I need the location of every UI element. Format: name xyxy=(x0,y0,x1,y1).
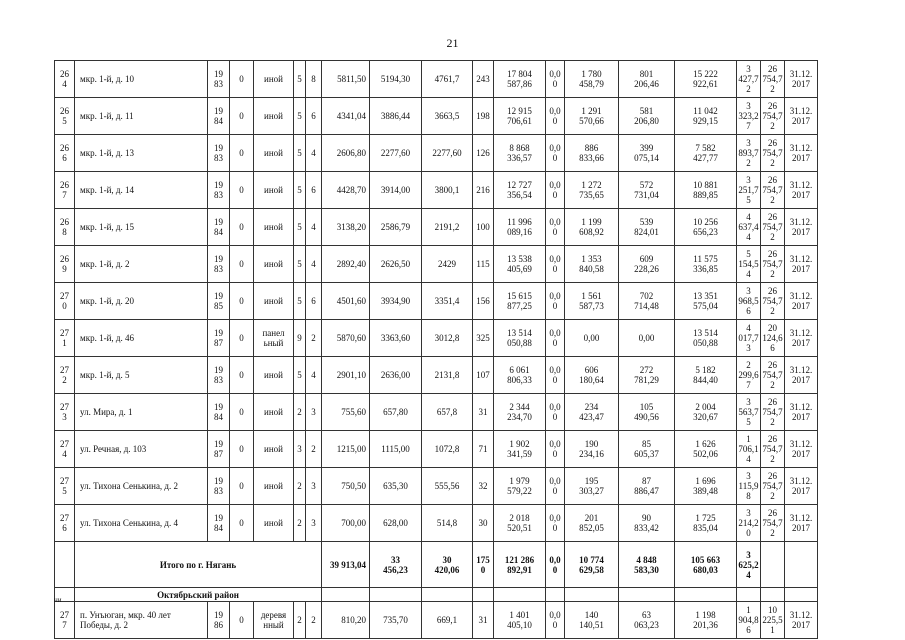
residents-cell: 325 xyxy=(473,320,494,357)
area-2-cell: 3363,60 xyxy=(370,320,422,357)
floors-cell: 5 xyxy=(294,172,306,209)
footer-mark: ни xyxy=(54,596,62,604)
table-row xyxy=(55,357,818,394)
total-rate: 3 625,2 4 xyxy=(737,542,761,588)
row-number-cell: 26 5 xyxy=(55,98,75,135)
cost-5-cell: 11 575 336,85 xyxy=(675,246,737,283)
unit-cost-cell: 1 706,1 4 xyxy=(737,431,761,468)
floors-cell: 5 xyxy=(294,98,306,135)
wall-material-cell: иной xyxy=(254,61,294,98)
wall-material-cell: иной xyxy=(254,283,294,320)
max-unit-cost-cell: 26 754,7 2 xyxy=(761,283,785,320)
area-3-cell: 4761,7 xyxy=(422,61,473,98)
address-cell: мкр. 1-й, д. 5 xyxy=(75,357,208,394)
cost-3-cell: 1 291 570,66 xyxy=(565,98,619,135)
total-area-cell: 2901,10 xyxy=(322,357,370,394)
area-3-cell: 3351,4 xyxy=(422,283,473,320)
total-area-1: 39 913,04 xyxy=(322,542,370,588)
deadline-date-cell: 31.12. 2017 xyxy=(785,431,818,468)
cost-4-cell: 0,00 xyxy=(619,320,675,357)
total-cost-4: 4 848 583,30 xyxy=(619,542,675,588)
wall-material-cell: иной xyxy=(254,172,294,209)
entrances-cell: 3 xyxy=(306,468,322,505)
deadline-date-cell: 31.12. 2017 xyxy=(785,172,818,209)
unit-cost-cell: 3 115,9 8 xyxy=(737,468,761,505)
total-area-2: 33 456,23 xyxy=(370,542,422,588)
address-cell: мкр. 1-й, д. 10 xyxy=(75,61,208,98)
area-3-cell: 3800,1 xyxy=(422,172,473,209)
address-cell: ул. Мира, д. 1 xyxy=(75,394,208,431)
build-year-cell: 19 84 xyxy=(208,394,230,431)
zero-value-cell: 0 xyxy=(230,602,254,639)
cost-4-cell: 581 206,80 xyxy=(619,98,675,135)
max-unit-cost-cell: 26 754,7 2 xyxy=(761,135,785,172)
total-area-cell: 4341,04 xyxy=(322,98,370,135)
area-3-cell: 1072,8 xyxy=(422,431,473,468)
max-unit-cost-cell: 26 754,7 2 xyxy=(761,209,785,246)
floors-cell: 5 xyxy=(294,357,306,394)
area-3-cell: 2191,2 xyxy=(422,209,473,246)
build-year-cell: 19 84 xyxy=(208,209,230,246)
build-year-cell: 19 83 xyxy=(208,468,230,505)
cost-fund-cell: 0,0 0 xyxy=(546,505,565,542)
total-persons: 175 0 xyxy=(473,542,494,588)
residents-cell: 32 xyxy=(473,468,494,505)
table-row xyxy=(55,61,818,98)
cost-fund-cell: 0,0 0 xyxy=(546,246,565,283)
row-number-cell: 27 5 xyxy=(55,468,75,505)
zero-value-cell: 0 xyxy=(230,135,254,172)
wall-material-cell: иной xyxy=(254,98,294,135)
wall-material-cell: иной xyxy=(254,246,294,283)
row-number-cell: 27 1 xyxy=(55,320,75,357)
total-area-cell: 750,50 xyxy=(322,468,370,505)
cost-fund-cell: 0,0 0 xyxy=(546,98,565,135)
unit-cost-cell: 2 299,6 7 xyxy=(737,357,761,394)
area-2-cell: 2636,00 xyxy=(370,357,422,394)
floors-cell: 9 xyxy=(294,320,306,357)
cost-total-cell: 17 804 587,86 xyxy=(494,61,546,98)
cost-fund-cell: 0,0 0 xyxy=(546,320,565,357)
unit-cost-cell: 3 893,7 2 xyxy=(737,135,761,172)
max-unit-cost-cell: 10 225,5 1 xyxy=(761,602,785,639)
cost-4-cell: 702 714,48 xyxy=(619,283,675,320)
zero-value-cell: 0 xyxy=(230,468,254,505)
cost-3-cell: 606 180,64 xyxy=(565,357,619,394)
total-area-cell: 4501,60 xyxy=(322,283,370,320)
cost-3-cell: 0,00 xyxy=(565,320,619,357)
deadline-date-cell: 31.12. 2017 xyxy=(785,283,818,320)
max-unit-cost-cell: 26 754,7 2 xyxy=(761,357,785,394)
cost-5-cell: 13 351 575,04 xyxy=(675,283,737,320)
address-cell: мкр. 1-й, д. 15 xyxy=(75,209,208,246)
total-area-cell: 2892,40 xyxy=(322,246,370,283)
wall-material-cell: панел ьный xyxy=(254,320,294,357)
cost-fund-cell: 0,0 0 xyxy=(546,283,565,320)
deadline-date-cell: 31.12. 2017 xyxy=(785,468,818,505)
address-cell: мкр. 1-й, д. 11 xyxy=(75,98,208,135)
cost-3-cell: 234 423,47 xyxy=(565,394,619,431)
total-cost-5: 105 663 680,03 xyxy=(675,542,737,588)
build-year-cell: 19 84 xyxy=(208,505,230,542)
residents-cell: 107 xyxy=(473,357,494,394)
address-cell: мкр. 1-й, д. 13 xyxy=(75,135,208,172)
entrances-cell: 6 xyxy=(306,172,322,209)
zero-value-cell: 0 xyxy=(230,394,254,431)
row-number-cell: 27 0 xyxy=(55,283,75,320)
build-year-cell: 19 87 xyxy=(208,431,230,468)
cost-total-cell: 1 979 579,22 xyxy=(494,468,546,505)
area-2-cell: 2626,50 xyxy=(370,246,422,283)
cost-5-cell: 5 182 844,40 xyxy=(675,357,737,394)
entrances-cell: 8 xyxy=(306,61,322,98)
unit-cost-cell: 3 251,7 5 xyxy=(737,172,761,209)
deadline-date-cell: 31.12. 2017 xyxy=(785,357,818,394)
housing-register-table xyxy=(54,60,818,639)
wall-material-cell: иной xyxy=(254,394,294,431)
row-number-cell: 27 7 xyxy=(55,602,75,639)
build-year-cell: 19 83 xyxy=(208,61,230,98)
residents-cell: 243 xyxy=(473,61,494,98)
deadline-date-cell: 31.12. 2017 xyxy=(785,209,818,246)
total-cost-2: 0,0 0 xyxy=(546,542,565,588)
deadline-date-cell: 31.12. 2017 xyxy=(785,98,818,135)
entrances-cell: 4 xyxy=(306,357,322,394)
cost-3-cell: 1 561 587,73 xyxy=(565,283,619,320)
address-cell: мкр. 1-й, д. 46 xyxy=(75,320,208,357)
floors-cell: 2 xyxy=(294,602,306,639)
area-3-cell: 3012,8 xyxy=(422,320,473,357)
address-cell: п. Унъюган, мкр. 40 лет Победы, д. 2 xyxy=(75,602,208,639)
wall-material-cell: иной xyxy=(254,209,294,246)
cost-3-cell: 190 234,16 xyxy=(565,431,619,468)
zero-value-cell: 0 xyxy=(230,283,254,320)
unit-cost-cell: 3 427,7 2 xyxy=(737,61,761,98)
unit-cost-cell: 4 017,7 3 xyxy=(737,320,761,357)
cost-total-cell: 11 996 089,16 xyxy=(494,209,546,246)
residents-cell: 31 xyxy=(473,602,494,639)
table-row xyxy=(55,283,818,320)
zero-value-cell: 0 xyxy=(230,246,254,283)
total-area-cell: 3138,20 xyxy=(322,209,370,246)
cost-5-cell: 7 582 427,77 xyxy=(675,135,737,172)
cost-5-cell: 1 626 502,06 xyxy=(675,431,737,468)
row-number-cell: 26 9 xyxy=(55,246,75,283)
unit-cost-cell: 4 637,4 4 xyxy=(737,209,761,246)
table-body xyxy=(55,61,818,639)
row-number-cell: 26 4 xyxy=(55,61,75,98)
cost-3-cell: 195 303,27 xyxy=(565,468,619,505)
table-row xyxy=(55,505,818,542)
deadline-date-cell: 31.12. 2017 xyxy=(785,61,818,98)
cost-fund-cell: 0,0 0 xyxy=(546,209,565,246)
total-cost: 121 286 892,91 xyxy=(494,542,546,588)
residents-cell: 156 xyxy=(473,283,494,320)
area-2-cell: 2277,60 xyxy=(370,135,422,172)
area-3-cell: 3663,5 xyxy=(422,98,473,135)
total-area-cell: 810,20 xyxy=(322,602,370,639)
total-cost-3: 10 774 629,58 xyxy=(565,542,619,588)
total-area-cell: 5811,50 xyxy=(322,61,370,98)
residents-cell: 115 xyxy=(473,246,494,283)
cost-3-cell: 140 140,51 xyxy=(565,602,619,639)
cost-total-cell: 6 061 806,33 xyxy=(494,357,546,394)
cost-3-cell: 1 272 735,65 xyxy=(565,172,619,209)
deadline-date-cell: 31.12. 2017 xyxy=(785,602,818,639)
total-area-cell: 4428,70 xyxy=(322,172,370,209)
cost-total-cell: 12 915 706,61 xyxy=(494,98,546,135)
entrances-cell: 4 xyxy=(306,246,322,283)
area-2-cell: 628,00 xyxy=(370,505,422,542)
entrances-cell: 3 xyxy=(306,505,322,542)
row-number-cell: 26 7 xyxy=(55,172,75,209)
row-number-cell: 27 3 xyxy=(55,394,75,431)
cost-4-cell: 87 886,47 xyxy=(619,468,675,505)
cost-5-cell: 10 256 656,23 xyxy=(675,209,737,246)
cost-5-cell: 1 725 835,04 xyxy=(675,505,737,542)
area-2-cell: 2586,79 xyxy=(370,209,422,246)
cost-total-cell: 13 514 050,88 xyxy=(494,320,546,357)
area-3-cell: 555,56 xyxy=(422,468,473,505)
cost-5-cell: 10 881 889,85 xyxy=(675,172,737,209)
entrances-cell: 2 xyxy=(306,320,322,357)
table-row xyxy=(55,172,818,209)
wall-material-cell: иной xyxy=(254,505,294,542)
area-3-cell: 514,8 xyxy=(422,505,473,542)
cost-total-cell: 2 018 520,51 xyxy=(494,505,546,542)
floors-cell: 5 xyxy=(294,283,306,320)
build-year-cell: 19 83 xyxy=(208,357,230,394)
area-2-cell: 3886,44 xyxy=(370,98,422,135)
wall-material-cell: иной xyxy=(254,431,294,468)
build-year-cell: 19 84 xyxy=(208,98,230,135)
district-header: Октябрьский район xyxy=(75,588,322,602)
table-row xyxy=(55,135,818,172)
cost-4-cell: 90 833,42 xyxy=(619,505,675,542)
zero-value-cell: 0 xyxy=(230,61,254,98)
area-2-cell: 635,30 xyxy=(370,468,422,505)
entrances-cell: 4 xyxy=(306,209,322,246)
cost-fund-cell: 0,0 0 xyxy=(546,468,565,505)
max-unit-cost-cell: 26 754,7 2 xyxy=(761,61,785,98)
cost-4-cell: 609 228,26 xyxy=(619,246,675,283)
cost-5-cell: 13 514 050,88 xyxy=(675,320,737,357)
address-cell: ул. Тихона Сенькина, д. 4 xyxy=(75,505,208,542)
unit-cost-cell: 3 563,7 5 xyxy=(737,394,761,431)
build-year-cell: 19 83 xyxy=(208,172,230,209)
cost-4-cell: 801 206,46 xyxy=(619,61,675,98)
max-unit-cost-cell: 26 754,7 2 xyxy=(761,246,785,283)
wall-material-cell: иной xyxy=(254,468,294,505)
area-2-cell: 657,80 xyxy=(370,394,422,431)
address-cell: ул. Речная, д. 103 xyxy=(75,431,208,468)
entrances-cell: 6 xyxy=(306,283,322,320)
build-year-cell: 19 83 xyxy=(208,246,230,283)
row-number-cell: 26 8 xyxy=(55,209,75,246)
row-number-cell: 26 6 xyxy=(55,135,75,172)
cost-total-cell: 1 401 405,10 xyxy=(494,602,546,639)
area-2-cell: 735,70 xyxy=(370,602,422,639)
row-number-cell: 27 2 xyxy=(55,357,75,394)
cost-5-cell: 11 042 929,15 xyxy=(675,98,737,135)
floors-cell: 5 xyxy=(294,61,306,98)
entrances-cell: 2 xyxy=(306,431,322,468)
district-header-row xyxy=(55,588,818,602)
floors-cell: 3 xyxy=(294,431,306,468)
cost-3-cell: 1 780 458,79 xyxy=(565,61,619,98)
cost-fund-cell: 0,0 0 xyxy=(546,172,565,209)
deadline-date-cell: 31.12. 2017 xyxy=(785,320,818,357)
row-number-cell: 27 6 xyxy=(55,505,75,542)
residents-cell: 100 xyxy=(473,209,494,246)
cost-4-cell: 85 605,37 xyxy=(619,431,675,468)
address-cell: мкр. 1-й, д. 2 xyxy=(75,246,208,283)
zero-value-cell: 0 xyxy=(230,209,254,246)
residents-cell: 216 xyxy=(473,172,494,209)
unit-cost-cell: 1 904,8 6 xyxy=(737,602,761,639)
cost-fund-cell: 0,0 0 xyxy=(546,602,565,639)
cost-5-cell: 15 222 922,61 xyxy=(675,61,737,98)
total-label: Итого по г. Нягань xyxy=(75,542,322,588)
build-year-cell: 19 86 xyxy=(208,602,230,639)
floors-cell: 5 xyxy=(294,209,306,246)
entrances-cell: 4 xyxy=(306,135,322,172)
address-cell: мкр. 1-й, д. 14 xyxy=(75,172,208,209)
build-year-cell: 19 87 xyxy=(208,320,230,357)
total-area-cell: 2606,80 xyxy=(322,135,370,172)
cost-4-cell: 272 781,29 xyxy=(619,357,675,394)
max-unit-cost-cell: 26 754,7 2 xyxy=(761,431,785,468)
cost-total-cell: 2 344 234,70 xyxy=(494,394,546,431)
cost-4-cell: 572 731,04 xyxy=(619,172,675,209)
address-cell: мкр. 1-й, д. 20 xyxy=(75,283,208,320)
cost-fund-cell: 0,0 0 xyxy=(546,431,565,468)
cost-fund-cell: 0,0 0 xyxy=(546,135,565,172)
cost-total-cell: 8 868 336,57 xyxy=(494,135,546,172)
table-row xyxy=(55,431,818,468)
cost-5-cell: 2 004 320,67 xyxy=(675,394,737,431)
area-3-cell: 669,1 xyxy=(422,602,473,639)
table-row xyxy=(55,246,818,283)
total-area-cell: 755,60 xyxy=(322,394,370,431)
page-number: 21 xyxy=(446,36,459,50)
floors-cell: 2 xyxy=(294,394,306,431)
cost-5-cell: 1 198 201,36 xyxy=(675,602,737,639)
zero-value-cell: 0 xyxy=(230,431,254,468)
cost-total-cell: 15 615 877,25 xyxy=(494,283,546,320)
floors-cell: 2 xyxy=(294,468,306,505)
cost-total-cell: 12 727 356,54 xyxy=(494,172,546,209)
build-year-cell: 19 83 xyxy=(208,135,230,172)
total-area-3: 30 420,06 xyxy=(422,542,473,588)
max-unit-cost-cell: 26 754,7 2 xyxy=(761,394,785,431)
total-area-cell: 700,00 xyxy=(322,505,370,542)
unit-cost-cell: 3 323,2 7 xyxy=(737,98,761,135)
floors-cell: 5 xyxy=(294,135,306,172)
wall-material-cell: деревя нный xyxy=(254,602,294,639)
table-row xyxy=(55,98,818,135)
cost-3-cell: 1 199 608,92 xyxy=(565,209,619,246)
cost-3-cell: 1 353 840,58 xyxy=(565,246,619,283)
zero-value-cell: 0 xyxy=(230,98,254,135)
deadline-date-cell: 31.12. 2017 xyxy=(785,505,818,542)
cost-4-cell: 105 490,56 xyxy=(619,394,675,431)
area-2-cell: 1115,00 xyxy=(370,431,422,468)
max-unit-cost-cell: 26 754,7 2 xyxy=(761,172,785,209)
build-year-cell: 19 85 xyxy=(208,283,230,320)
cost-total-cell: 1 902 341,59 xyxy=(494,431,546,468)
table-row xyxy=(55,394,818,431)
max-unit-cost-cell: 26 754,7 2 xyxy=(761,98,785,135)
table-row xyxy=(55,602,818,639)
unit-cost-cell: 5 154,5 4 xyxy=(737,246,761,283)
zero-value-cell: 0 xyxy=(230,172,254,209)
cost-4-cell: 63 063,23 xyxy=(619,602,675,639)
residents-cell: 31 xyxy=(473,394,494,431)
cost-3-cell: 201 852,05 xyxy=(565,505,619,542)
max-unit-cost-cell: 26 754,7 2 xyxy=(761,505,785,542)
zero-value-cell: 0 xyxy=(230,505,254,542)
area-3-cell: 2131,8 xyxy=(422,357,473,394)
cost-3-cell: 886 833,66 xyxy=(565,135,619,172)
total-area-cell: 1215,00 xyxy=(322,431,370,468)
cost-fund-cell: 0,0 0 xyxy=(546,357,565,394)
cost-total-cell: 13 538 405,69 xyxy=(494,246,546,283)
wall-material-cell: иной xyxy=(254,357,294,394)
area-2-cell: 3914,00 xyxy=(370,172,422,209)
max-unit-cost-cell: 20 124,6 6 xyxy=(761,320,785,357)
cost-fund-cell: 0,0 0 xyxy=(546,61,565,98)
max-unit-cost-cell: 26 754,7 2 xyxy=(761,468,785,505)
cost-5-cell: 1 696 389,48 xyxy=(675,468,737,505)
entrances-cell: 6 xyxy=(306,98,322,135)
area-2-cell: 5194,30 xyxy=(370,61,422,98)
residents-cell: 126 xyxy=(473,135,494,172)
area-2-cell: 3934,90 xyxy=(370,283,422,320)
deadline-date-cell: 31.12. 2017 xyxy=(785,135,818,172)
area-3-cell: 657,8 xyxy=(422,394,473,431)
area-3-cell: 2277,60 xyxy=(422,135,473,172)
deadline-date-cell: 31.12. 2017 xyxy=(785,246,818,283)
table-row xyxy=(55,468,818,505)
floors-cell: 5 xyxy=(294,246,306,283)
residents-cell: 198 xyxy=(473,98,494,135)
table-row xyxy=(55,209,818,246)
table-row xyxy=(55,320,818,357)
entrances-cell: 2 xyxy=(306,602,322,639)
wall-material-cell: иной xyxy=(254,135,294,172)
row-number-cell: 27 4 xyxy=(55,431,75,468)
entrances-cell: 3 xyxy=(306,394,322,431)
unit-cost-cell: 3 214,2 0 xyxy=(737,505,761,542)
zero-value-cell: 0 xyxy=(230,320,254,357)
cost-4-cell: 539 824,01 xyxy=(619,209,675,246)
floors-cell: 2 xyxy=(294,505,306,542)
area-3-cell: 2429 xyxy=(422,246,473,283)
cost-fund-cell: 0,0 0 xyxy=(546,394,565,431)
deadline-date-cell: 31.12. 2017 xyxy=(785,394,818,431)
zero-value-cell: 0 xyxy=(230,357,254,394)
total-area-cell: 5870,60 xyxy=(322,320,370,357)
residents-cell: 71 xyxy=(473,431,494,468)
residents-cell: 30 xyxy=(473,505,494,542)
total-row xyxy=(55,542,818,588)
unit-cost-cell: 3 968,5 6 xyxy=(737,283,761,320)
cost-4-cell: 399 075,14 xyxy=(619,135,675,172)
address-cell: ул. Тихона Сенькина, д. 2 xyxy=(75,468,208,505)
